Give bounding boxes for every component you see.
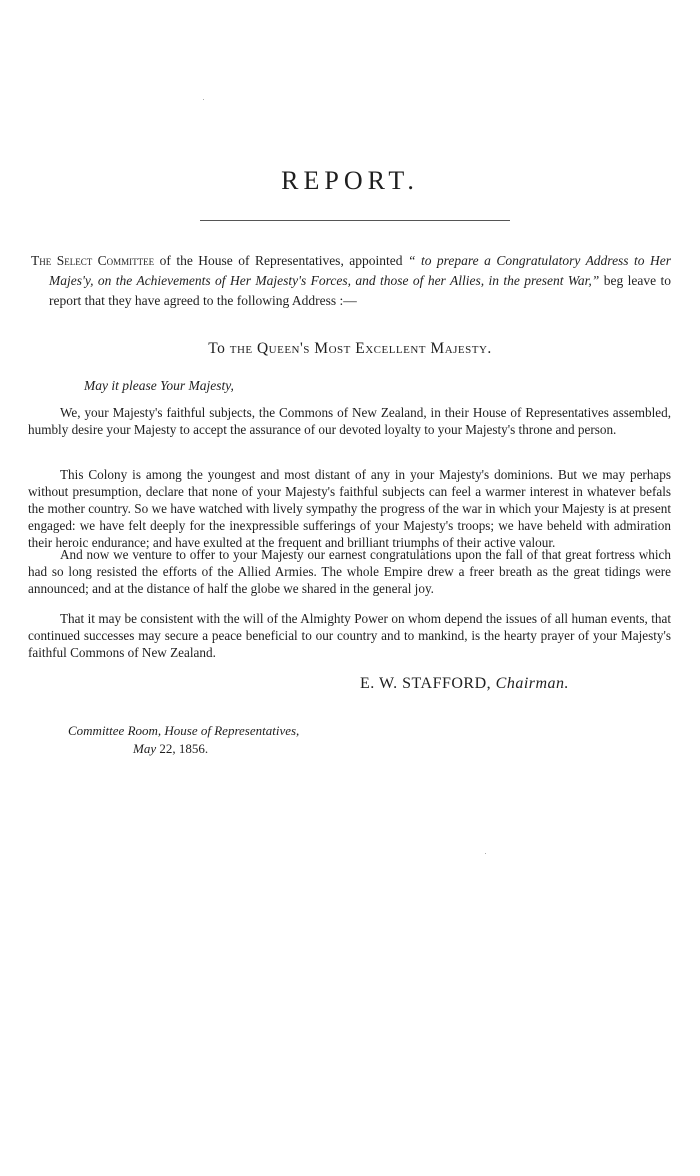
date-line (133, 740, 208, 757)
intro-text-a: of the House of Representatives, appointed (154, 253, 408, 268)
heading-to: To (208, 340, 226, 357)
heading-queens: Queen's (256, 340, 310, 357)
paper-speck (485, 853, 486, 854)
address-paragraph-3: And now we venture to offer to your Majesty our earnest congratulations upon the fall of that great fortress which had so long resisted the efforts of the Allied Armies. The whole Empire drew a freer breath as the great tidings were announced; and at the distance of half the globe we shared in the general joy. (28, 547, 671, 596)
heading-most-excellent: Most Excellent (314, 340, 427, 357)
address-paragraph-1: We, your Majesty's faithful subjects, the Commons of New Zealand, in their House of Representatives assembled, humbly desire your Majesty to accept the assurance of our devoted loyalty to your Majesty's throne and person. (28, 405, 671, 437)
report-title: REPORT. (281, 166, 419, 195)
intro-text-b: beg leave to report that they have agreed to the following Address :— (49, 273, 671, 308)
address-heading (0, 340, 700, 358)
place-line: Committee Room, House of Representatives, (68, 723, 300, 738)
heading-majesty: Majesty. (430, 340, 492, 357)
intro-lead: The Select Committee (31, 253, 155, 268)
intro-quote: “ to prepare a Congratulatory Address to Her Majes'y, on the Achievements of Her Majesty's Forces, and those of her Allies, in the present War,” (49, 253, 671, 288)
address-paragraph-4: That it may be consistent with the will of the Almighty Power on whom depend the issues of all human events, that continued successes may secure a peace beneficial to our country and to mankind, is the hearty prayer of your Majesty's faithful Commons of New Zealand. (28, 611, 671, 660)
signature (360, 675, 569, 693)
date-rest: 22, 1856. (156, 741, 209, 756)
signatory-role: Chairman. (495, 675, 570, 692)
heading-the: the (229, 340, 253, 357)
title-divider (200, 220, 510, 221)
intro-paragraph (31, 251, 671, 311)
paper-speck (203, 99, 204, 100)
salutation: May it please Your Majesty, (84, 378, 234, 393)
signatory-name: E. W. STAFFORD, (360, 675, 492, 692)
date-month: May (133, 741, 157, 756)
address-paragraph-2: This Colony is among the youngest and most distant of any in your Majesty's dominions. But we may perhaps without presumption, declare that none of your Majesty's faithful subjects can feel a warmer interest in whatever befals the mother country. So we have watched with lively sympathy the progress of the war in which your Majesty is at present engaged: we have felt deeply for the inexpressible sufferings of your Majesty's troops; we have beheld with admiration their heroic endurance; and have exulted at the frequent and brilliant triumphs of their active valour. (28, 467, 671, 550)
